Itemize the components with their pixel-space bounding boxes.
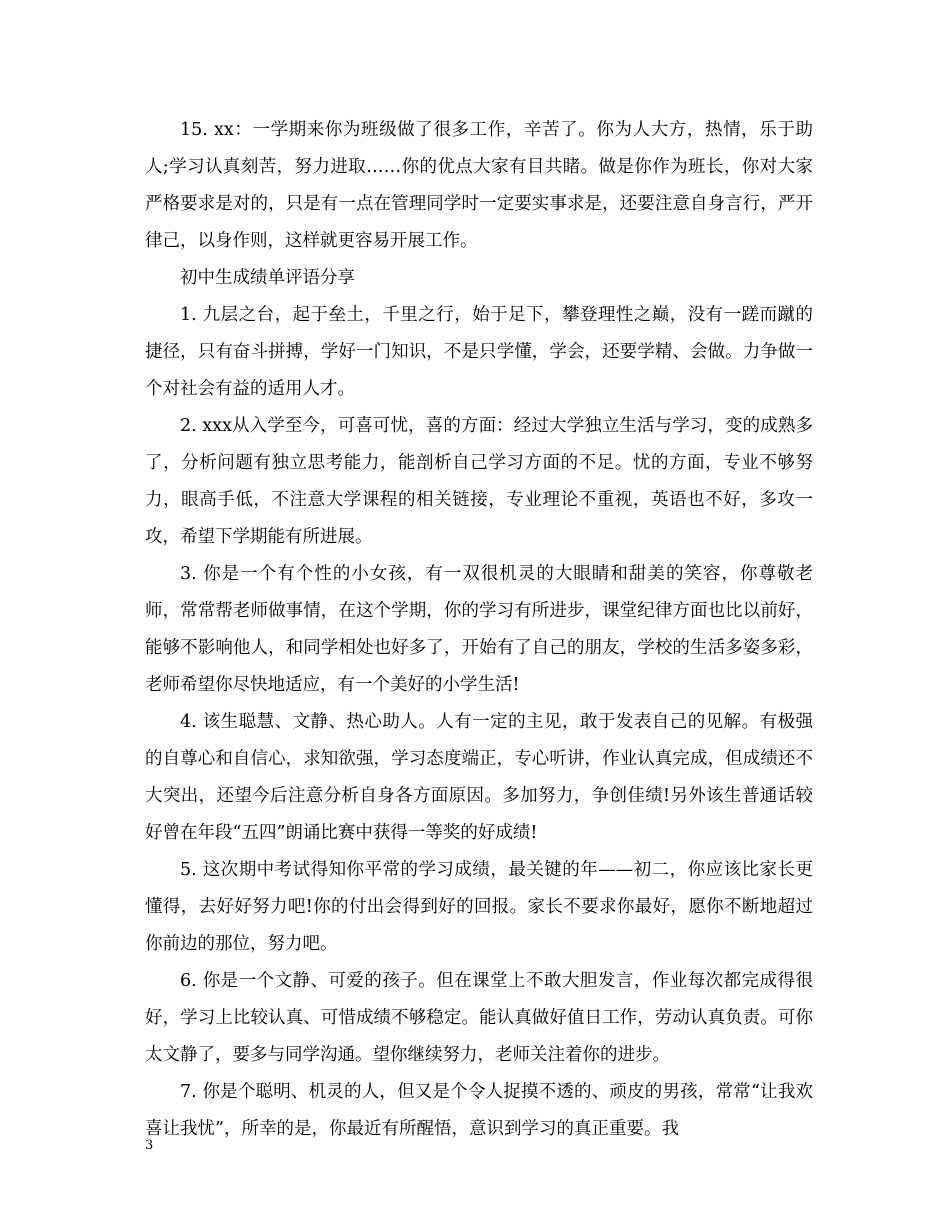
paragraph-item-4: 4. 该生聪慧、文静、热心助人。人有一定的主见，敢于发表自己的见解。有极强的自尊心和自信心，求知欲强，学习态度端正，专心听讲，作业认真完成，但成绩还不大突出，还望今后注意分析自身各方面原因。多加努力，争创佳绩!另外该生普通话较好曾在年段“五四”朗诵比赛中获得一等奖的好成绩! xyxy=(145,712,813,843)
paragraph-item-7: 7. 你是个聪明、机灵的人，但又是个令人捉摸不透的、顽皮的男孩，常常“让我欢喜让我忧”，所幸的是，你最近有所醒悟，意识到学习的真正重要。我 xyxy=(145,1082,813,1139)
section-heading: 初中生成绩单评语分享 xyxy=(180,268,355,288)
paragraph-item-3: 3. 你是一个有个性的小女孩，有一双很机灵的大眼睛和甜美的笑容，你尊敬老师，常常帮老师做事情，在这个学期，你的学习有所进步，课堂纪律方面也比以前好，能够不影响他人，和同学相处也好多了，开始有了自己的朋友，学校的生活多姿多彩，老师希望你尽快地适应，有一个美好的小学生活! xyxy=(145,564,813,695)
paragraph-item-6: 6. 你是一个文静、可爱的孩子。但在课堂上不敢大胆发言，作业每次都完成得很好，学习上比较认真、可惜成绩不够稳定。能认真做好值日工作，劳动认真负责。可你太文静了，要多与同学沟通。望你继续努力，老师关注着你的进步。 xyxy=(145,971,813,1065)
paragraph-item-15: 15. xx：一学期来你为班级做了很多工作，辛苦了。你为人大方，热情，乐于助人;学习认真刻苦，努力进取……你的优点大家有目共睹。做是你作为班长，你对大家严格要求是对的，只是有一点在管理同学时一定要实事求是，还要注意自身言行，严开律己，以身作则，这样就更容易开展工作。 xyxy=(145,120,813,251)
paragraph-item-1: 1. 九层之台，起于垒土，千里之行，始于足下，攀登理性之巅，没有一蹉而蹴的捷径，只有奋斗拼搏，学好一门知识，不是只学懂，学会，还要学精、会做。力争做一个对社会有益的适用人才。 xyxy=(145,305,813,399)
page-number: 3 xyxy=(145,1138,154,1153)
paragraph-item-2: 2. xxx从入学至今，可喜可忧，喜的方面：经过大学独立生活与学习，变的成熟多了，分析问题有独立思考能力，能剖析自己学习方面的不足。忧的方面，专业不够努力，眼高手低，不注意大学课程的相关链接，专业理论不重视，英语也不好，多攻一攻，希望下学期能有所进展。 xyxy=(145,416,813,547)
document-body xyxy=(145,112,813,1148)
paragraph-item-5: 5. 这次期中考试得知你平常的学习成绩，最关键的年——初二，你应该比家长更懂得，去好好努力吧!你的付出会得到好的回报。家长不要求你最好，愿你不断地超过你前边的那位，努力吧。 xyxy=(145,860,813,954)
